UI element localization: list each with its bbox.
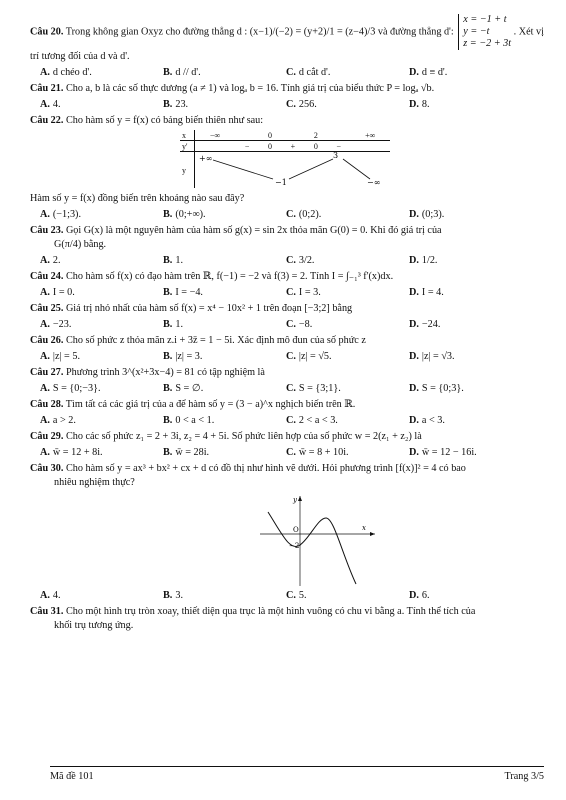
y-value: 3 (333, 152, 339, 160)
option-c[interactable] (286, 446, 409, 460)
option-text: 1/2. (421, 255, 438, 266)
option-letter: B. (163, 351, 173, 362)
question-29 (30, 430, 550, 444)
y-label: y (180, 152, 195, 189)
question-number: Câu 26. (30, 335, 64, 346)
option-c[interactable] (286, 254, 409, 268)
option-letter: D. (409, 209, 419, 220)
option-d[interactable] (409, 254, 532, 268)
question-20 (30, 14, 550, 64)
question-27 (30, 366, 550, 380)
option-text: d // d'. (175, 67, 201, 78)
option-text: 8. (421, 99, 430, 110)
question-prompt: Hàm số y = f(x) đồng biến trên khoảng nào sau đây? (30, 193, 245, 204)
option-text: |z| = 5. (52, 351, 80, 362)
option-letter: B. (163, 67, 173, 78)
question-text-2: G(π/4) bằng. (54, 239, 107, 250)
option-text: a < 3. (421, 415, 445, 426)
option-letter: A. (40, 319, 50, 330)
question-text: Giá trị nhỏ nhất của hàm số f(x) = x⁴ − 10x² + 1 trên đoạn [−3;2] bằng (65, 303, 353, 314)
option-text: (0;+∞). (175, 209, 206, 220)
option-text: I = 0. (52, 287, 75, 298)
option-b[interactable] (163, 66, 286, 80)
cubic-graph-svg (260, 494, 380, 586)
option-a[interactable] (40, 98, 163, 112)
exam-page (30, 14, 550, 635)
option-text: |z| = 3. (175, 351, 203, 362)
question-text: Tìm tất cả các giá trị của a để hàm số y = (3 − a)^x nghịch biến trên ℝ. (65, 399, 356, 410)
option-d[interactable] (409, 589, 532, 603)
option-c[interactable] (286, 66, 409, 80)
option-a[interactable] (40, 414, 163, 428)
x-value: 0 (259, 130, 281, 141)
option-text: w̄ = 8 + 10i. (298, 447, 349, 458)
option-letter: B. (163, 255, 173, 266)
option-text: 4. (52, 99, 61, 110)
exam-code: Mã đề 101 (50, 771, 94, 782)
question-text-2: khối trụ tương ứng. (54, 620, 134, 631)
x-label: x (180, 130, 195, 141)
option-text: 6. (421, 590, 430, 601)
question-number: Câu 20. (30, 26, 64, 38)
y-mark-label: −2 (289, 542, 300, 550)
question-text-2: nhiêu nghiệm thực? (54, 477, 135, 488)
option-a[interactable] (40, 350, 163, 364)
option-text: −23. (52, 319, 72, 330)
option-letter: A. (40, 67, 50, 78)
option-c[interactable] (286, 350, 409, 364)
option-text: (−1;3). (52, 209, 82, 220)
option-c[interactable] (286, 286, 409, 300)
option-c[interactable] (286, 98, 409, 112)
option-b[interactable] (163, 318, 286, 332)
option-letter: A. (40, 351, 50, 362)
option-d[interactable] (409, 446, 532, 460)
option-letter: D. (409, 447, 419, 458)
option-letter: D. (409, 67, 419, 78)
option-b[interactable] (163, 446, 286, 460)
option-letter: D. (409, 99, 419, 110)
question-number: Câu 28. (30, 399, 64, 410)
option-text: d ≡ d'. (421, 67, 448, 78)
question-text: Cho một hình trụ tròn xoay, thiết diện qua trục là một hình vuông có chu vi bằng a. Tính thể tích của (65, 606, 476, 617)
x-axis-label: x (362, 524, 366, 532)
x-value: −∞ (195, 130, 236, 141)
question-text: Cho số phức z thỏa mãn z.i + 3z̄ = 1 − 5i. Xác định mô đun của số phức z (65, 335, 366, 346)
y-value: −∞ (367, 178, 381, 186)
option-text: 2. (52, 255, 61, 266)
option-text: −8. (298, 319, 313, 330)
question-text: Cho hàm số y = ax³ + bx² + cx + d có đồ thị như hình vẽ dưới. Hỏi phương trình [f(x)]² = 4 có bao (65, 463, 466, 474)
question-30 (30, 462, 550, 490)
option-letter: B. (163, 209, 173, 220)
option-letter: A. (40, 590, 50, 601)
option-text: S = ∅. (175, 383, 204, 394)
option-b[interactable] (163, 414, 286, 428)
option-text: 1. (175, 255, 183, 266)
question-23 (30, 224, 550, 252)
origin-label: O (293, 526, 299, 534)
option-a[interactable] (40, 208, 163, 222)
option-letter: A. (40, 287, 50, 298)
option-text: 3/2. (298, 255, 315, 266)
option-letter: C. (286, 67, 296, 78)
option-b[interactable] (163, 254, 286, 268)
option-d[interactable] (409, 208, 532, 222)
option-b[interactable] (163, 208, 286, 222)
option-letter: A. (40, 415, 50, 426)
option-a[interactable] (40, 446, 163, 460)
option-letter: B. (163, 383, 173, 394)
option-text: (0;3). (421, 209, 445, 220)
option-a[interactable] (40, 254, 163, 268)
derivative-sign: 0 (305, 141, 327, 152)
answer-options (40, 286, 550, 300)
question-text: Cho hàm số f(x) có đạo hàm trên ℝ, f(−1) = −2 và f(3) = 2. Tính I = ∫₋₁³ f'(x)dx. (65, 271, 394, 282)
option-letter: C. (286, 319, 296, 330)
variation-arrows (195, 152, 390, 186)
option-b[interactable] (163, 98, 286, 112)
answer-options (40, 414, 550, 428)
option-text: (0;2). (298, 209, 322, 220)
question-number: Câu 24. (30, 271, 64, 282)
option-text: 256. (298, 99, 317, 110)
option-d[interactable] (409, 286, 532, 300)
option-letter: C. (286, 590, 296, 601)
option-a[interactable] (40, 589, 163, 603)
question-31 (30, 605, 550, 633)
y-value: −1 (275, 178, 287, 186)
option-text: d chéo d'. (52, 67, 92, 78)
option-text: −24. (421, 319, 441, 330)
option-text: 2 < a < 3. (298, 415, 338, 426)
option-letter: A. (40, 99, 50, 110)
question-25 (30, 302, 550, 316)
answer-options (40, 254, 550, 268)
y-axis-label: y (293, 496, 297, 504)
option-c[interactable] (286, 414, 409, 428)
option-letter: C. (286, 209, 296, 220)
option-letter: C. (286, 351, 296, 362)
answer-options (40, 98, 550, 112)
option-c[interactable] (286, 318, 409, 332)
answer-options (40, 208, 550, 222)
question-number: Câu 31. (30, 606, 64, 617)
option-letter: A. (40, 383, 50, 394)
question-text: Cho a, b là các số thực dương (a ≠ 1) và logₐ b = 16. Tính giá trị của biểu thức P = logₐ √b. (65, 83, 435, 94)
option-c[interactable] (286, 382, 409, 396)
option-letter: D. (409, 255, 419, 266)
option-d[interactable] (409, 414, 532, 428)
option-letter: C. (286, 255, 296, 266)
question-24 (30, 270, 550, 284)
derivative-label: y' (180, 141, 195, 152)
option-text: d cắt d'. (298, 67, 331, 78)
derivative-sign: 0 (259, 141, 281, 152)
option-d[interactable] (409, 98, 532, 112)
option-text: w̄ = 12 + 8i. (52, 447, 103, 458)
line-system (458, 14, 511, 50)
answer-options (40, 382, 550, 396)
question-28 (30, 398, 550, 412)
option-b[interactable] (163, 382, 286, 396)
answer-options (40, 318, 550, 332)
option-text: S = {3;1}. (298, 383, 341, 394)
option-text: w̄ = 12 − 16i. (421, 447, 477, 458)
option-text: S = {0;−3}. (52, 383, 101, 394)
option-letter: D. (409, 415, 419, 426)
option-d[interactable] (409, 350, 532, 364)
question-number: Câu 29. (30, 431, 64, 442)
option-text: |z| = √5. (298, 351, 332, 362)
option-b[interactable] (163, 286, 286, 300)
answer-options (40, 66, 550, 80)
option-text: 3. (175, 590, 183, 601)
option-letter: D. (409, 287, 419, 298)
option-text: 4. (52, 590, 61, 601)
option-text: 1. (175, 319, 183, 330)
option-c[interactable] (286, 208, 409, 222)
question-text: Cho hàm số y = f(x) có bảng biến thiên như sau: (65, 115, 264, 126)
question-text: Phương trình 3^(x²+3x−4) = 81 có tập nghiệm là (65, 367, 265, 378)
question-text: Trong không gian Oxyz cho đường thẳng d : (x−1)/(−2) = (y+2)/1 = (z−4)/3 và đường thẳng d': (65, 26, 454, 38)
question-number: Câu 30. (30, 463, 64, 474)
page-number: Trang 3/5 (504, 771, 544, 782)
option-letter: C. (286, 287, 296, 298)
option-a[interactable] (40, 286, 163, 300)
system-line: x = −1 + t (463, 14, 507, 25)
option-text: |z| = √3. (421, 351, 455, 362)
option-a[interactable] (40, 382, 163, 396)
option-c[interactable] (286, 589, 409, 603)
x-value: +∞ (351, 130, 390, 141)
option-text: w̄ = 28i. (175, 447, 210, 458)
page-footer (50, 766, 544, 782)
option-text: 0 < a < 1. (175, 415, 215, 426)
derivative-sign: − (235, 141, 259, 152)
x-value: 2 (305, 130, 327, 141)
option-letter: D. (409, 590, 419, 601)
variation-table (180, 130, 390, 188)
question-number: Câu 22. (30, 115, 64, 126)
answer-options (40, 350, 550, 364)
answer-options (40, 446, 550, 460)
option-letter: C. (286, 383, 296, 394)
option-a[interactable] (40, 66, 163, 80)
option-letter: A. (40, 447, 50, 458)
option-text: I = −4. (175, 287, 203, 298)
option-letter: B. (163, 590, 173, 601)
option-letter: D. (409, 319, 419, 330)
system-line: y = −t (463, 26, 490, 37)
question-number: Câu 25. (30, 303, 64, 314)
y-value: +∞ (199, 154, 213, 163)
option-letter: A. (40, 255, 50, 266)
system-line: z = −2 + 3t (463, 38, 512, 49)
y-row (195, 152, 391, 189)
option-b[interactable] (163, 350, 286, 364)
option-letter: B. (163, 447, 173, 458)
option-letter: B. (163, 287, 173, 298)
option-text: S = {0;3}. (421, 383, 464, 394)
question-text: Cho các số phức z₁ = 2 + 3i, z₂ = 4 + 5i. Số phức liên hợp của số phức w = 2(z₁ + z₂) là (65, 431, 422, 442)
question-21 (30, 82, 550, 96)
question-text: Gọi G(x) là một nguyên hàm của hàm số g(x) = sin 2x thỏa mãn G(0) = 0. Khi đó giá trị của (65, 225, 442, 236)
question-number: Câu 23. (30, 225, 64, 236)
option-d[interactable] (409, 66, 532, 80)
option-letter: C. (286, 99, 296, 110)
option-letter: B. (163, 415, 173, 426)
option-letter: D. (409, 351, 419, 362)
option-letter: C. (286, 447, 296, 458)
answer-options (40, 589, 550, 603)
option-text: I = 3. (298, 287, 321, 298)
derivative-sign: + (281, 141, 305, 152)
option-letter: D. (409, 383, 419, 394)
option-d[interactable] (409, 382, 532, 396)
option-letter: B. (163, 319, 173, 330)
derivative-sign: − (327, 141, 351, 152)
question-22 (30, 114, 550, 128)
option-b[interactable] (163, 589, 286, 603)
question-tail: . Xét vị trí tương đối của d và d'. (30, 26, 544, 62)
option-a[interactable] (40, 318, 163, 332)
option-text: a > 2. (52, 415, 76, 426)
option-letter: C. (286, 415, 296, 426)
question-number: Câu 27. (30, 367, 64, 378)
option-letter: B. (163, 99, 173, 110)
option-text: 5. (298, 590, 307, 601)
cubic-graph (260, 494, 550, 589)
option-text: 23. (175, 99, 189, 110)
question-number: Câu 21. (30, 83, 64, 94)
option-letter: A. (40, 209, 50, 220)
option-d[interactable] (409, 318, 532, 332)
question-26 (30, 334, 550, 348)
option-text: I = 4. (421, 287, 444, 298)
